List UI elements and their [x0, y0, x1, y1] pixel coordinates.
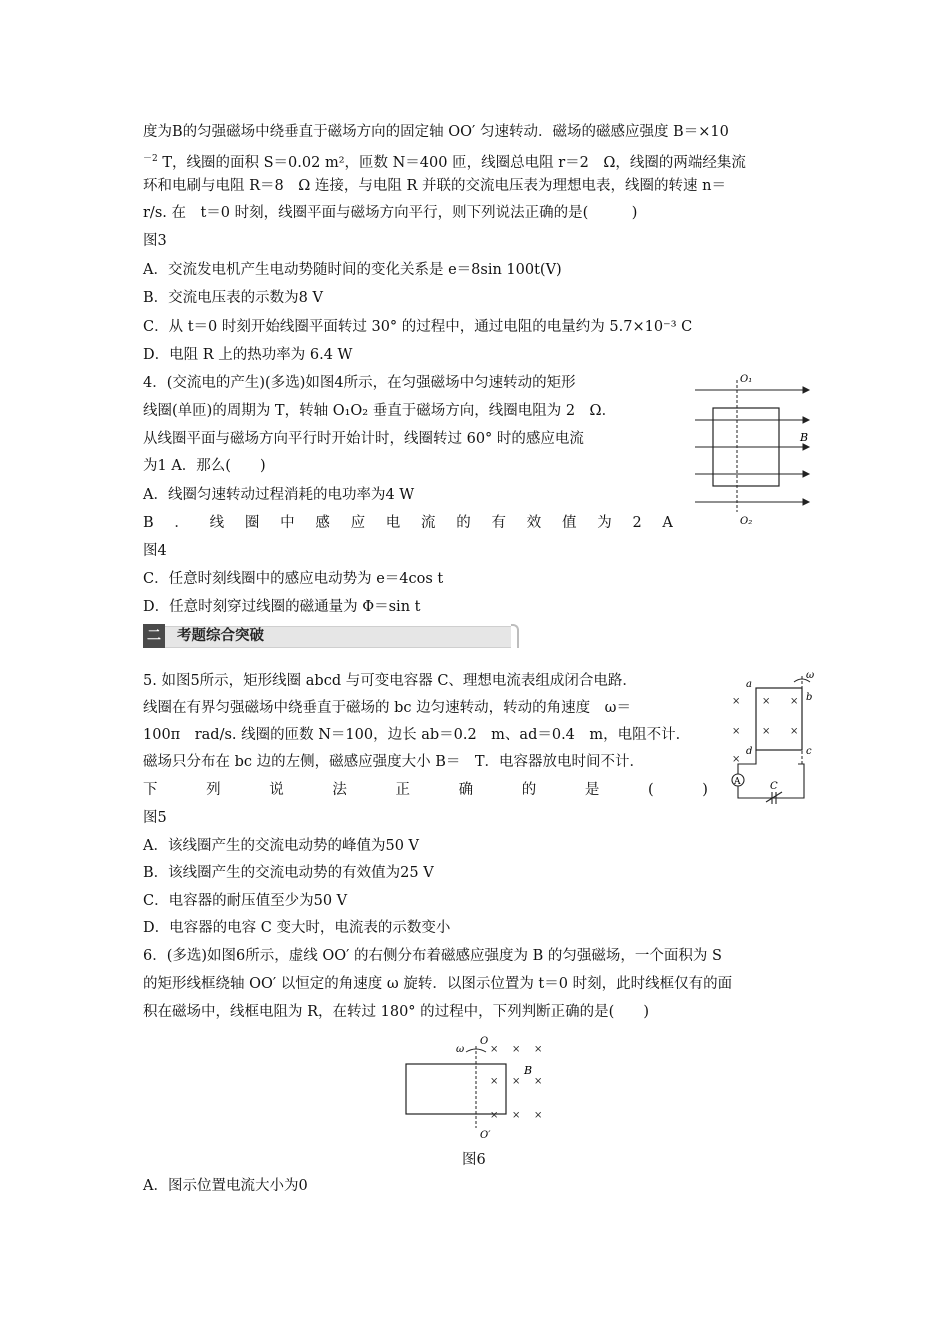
section-number: 二: [143, 624, 165, 648]
q4-option-d: D．任意时刻穿过线圈的磁通量为 Φ＝sin t: [143, 599, 421, 615]
q6-figure-caption: 图6: [462, 1152, 486, 1168]
q4-option-b-char: 电: [385, 515, 401, 531]
q5-line-5-char: 的: [521, 782, 537, 798]
q6-line-2: 的矩形线框绕轴 OO′ 以恒定的角速度 ω 旋转．以图示位置为 t＝0 时刻，此时线框仅有的面: [143, 976, 733, 992]
q4-option-b-char: 感: [315, 515, 330, 531]
q4-line-2: 线圈(单匝)的周期为 T，转轴 O₁O₂ 垂直于磁场方向，线圈电阻为 2 Ω．: [143, 403, 617, 419]
q4-option-b-char: B: [143, 515, 154, 531]
q4-option-b-char: 的: [456, 515, 471, 531]
svg-text:×: ×: [790, 726, 799, 737]
figure-4: [693, 372, 813, 532]
q4-option-a: A．线圈匀速转动过程消耗的电功率为4 W: [143, 487, 415, 503]
q4-option-b-char: 线: [209, 515, 225, 531]
q5-line-5: [143, 780, 708, 800]
fig6-omega-label: ω: [456, 1044, 465, 1055]
q4-option-b-char: 应: [350, 515, 366, 531]
svg-text:×: ×: [732, 754, 741, 765]
fig5-d-label: d: [746, 746, 753, 757]
q5-line-5-char: 列: [206, 782, 221, 798]
q5-option-c: C．电容器的耐压值至少为50 V: [143, 893, 348, 909]
figure-6: [400, 1032, 550, 1140]
q4-line-3: 从线圈平面与磁场方向平行时开始计时，线圈转过 60° 时的感应电流: [143, 431, 584, 447]
fig5-ammeter-label: A: [734, 777, 741, 787]
q3-line-3: 环和电刷与电阻 R＝8 Ω 连接，与电阻 R 并联的交流电压表为理想电表，线圈的转速 n＝: [143, 178, 726, 194]
q5-line-5-char: 是: [584, 782, 600, 798]
section-header: [143, 624, 519, 648]
fig6-o-label: O: [480, 1036, 489, 1047]
q4-figure-label: 图4: [143, 543, 167, 559]
fig5-capacitor-label: C: [770, 781, 778, 792]
q5-line-5-char: 说: [269, 782, 284, 798]
q4-option-b-char: 圈: [244, 515, 260, 531]
fig5-a-label: a: [746, 679, 752, 690]
q5-line-5-char: 确: [458, 782, 474, 798]
svg-text:×: ×: [790, 696, 799, 707]
svg-text:×: ×: [512, 1044, 521, 1055]
q5-line-5-char: 法: [332, 782, 347, 798]
svg-text:×: ×: [512, 1076, 521, 1087]
q4-option-b-char: 流: [421, 515, 436, 531]
q5-line-5-char: 下: [143, 782, 158, 798]
q4-option-b-char: 2: [632, 515, 642, 531]
q5-figure-label: 图5: [143, 810, 167, 826]
svg-text:×: ×: [534, 1110, 543, 1121]
svg-text:×: ×: [762, 696, 771, 707]
q4-option-b-char: A: [662, 515, 673, 531]
svg-text:×: ×: [732, 696, 741, 707]
q5-line-5-char: ): [702, 782, 708, 798]
fig4-o1-label: O₁: [740, 374, 753, 385]
fig6-field-label: B: [524, 1064, 533, 1077]
q4-option-c: C．任意时刻线圈中的感应电动势为 e＝4cos t: [143, 571, 444, 587]
q5-option-b: B．该线圈产生的交流电动势的有效值为25 V: [143, 865, 434, 881]
fig5-omega-label: ω: [806, 670, 815, 681]
q4-option-b-char: ．: [174, 515, 189, 531]
q4-option-b-char: 为: [597, 515, 612, 531]
svg-text:×: ×: [534, 1044, 543, 1055]
fig5-b-label: b: [806, 692, 813, 703]
section-title: 考题综合突破: [177, 628, 264, 644]
q3-line-2: [143, 149, 808, 173]
q5-line-1: 5. 如图5所示，矩形线圈 abcd 与可变电容器 C、理想电流表组成闭合电路．: [143, 673, 637, 689]
svg-text:×: ×: [762, 726, 771, 737]
svg-text:×: ×: [490, 1076, 499, 1087]
figure-5: [722, 668, 822, 804]
q5-line-5-char: (: [648, 782, 654, 798]
q3-line-2-text: T，线圈的面积 S＝0.02 m²，匝数 N＝400 匝，线圈总电阻 r＝2 Ω，线圈的两端经集流: [157, 155, 746, 171]
q4-option-b: [143, 513, 673, 533]
q4-line-1: 4．(交流电的产生)(多选)如图4所示，在匀强磁场中匀速转动的矩形: [143, 375, 576, 391]
svg-text:×: ×: [512, 1110, 521, 1121]
svg-text:×: ×: [534, 1076, 543, 1087]
svg-text:×: ×: [490, 1044, 499, 1055]
q3-option-a: A．交流发电机产生电动势随时间的变化关系是 e＝8sin 100t(V): [143, 262, 562, 278]
q5-option-a: A．该线圈产生的交流电动势的峰值为50 V: [143, 838, 420, 854]
svg-text:×: ×: [490, 1110, 499, 1121]
q3-exponent: －2: [143, 154, 158, 164]
fig4-field-label: B: [800, 431, 809, 444]
q4-option-b-char: 有: [491, 515, 506, 531]
q3-option-b: B．交流电压表的示数为8 V: [143, 290, 323, 306]
fig5-c-label: c: [806, 746, 812, 757]
section-cap: [511, 624, 519, 648]
q6-line-3: 积在磁场中，线框电阻为 R，在转过 180° 的过程中，下列判断正确的是( ): [143, 1004, 649, 1020]
q3-option-c: C．从 t＝0 时刻开始线圈平面转过 30° 的过程中，通过电阻的电量约为 5.7×10⁻³ C: [143, 319, 693, 335]
q5-line-5-char: 正: [395, 782, 410, 798]
q4-option-b-char: 值: [561, 515, 577, 531]
q6-line-1: 6．(多选)如图6所示，虚线 OO′ 的右侧分布着磁感应强度为 B 的匀强磁场，一个面积为 S: [143, 948, 722, 964]
q3-line-1: 度为B的匀强磁场中绕垂直于磁场方向的固定轴 OO′ 匀速转动．磁场的磁感应强度 B＝×10: [143, 124, 729, 140]
q5-option-d: D．电容器的电容 C 变大时，电流表的示数变小: [143, 920, 451, 936]
q4-option-b-char: 效: [526, 515, 542, 531]
q6-option-a: A．图示位置电流大小为0: [143, 1178, 308, 1194]
q3-option-d: D．电阻 R 上的热功率为 6.4 W: [143, 347, 353, 363]
svg-text:×: ×: [732, 726, 741, 737]
q5-line-4: 磁场只分布在 bc 边的左侧，磁感应强度大小 B＝ T．电容器放电时间不计．: [143, 754, 645, 770]
fig4-o2-label: O₂: [740, 516, 753, 527]
fig6-o-prime-label: O′: [480, 1130, 491, 1140]
q5-line-2: 线圈在有界匀强磁场中绕垂直于磁场的 bc 边匀速转动，转动的角速度 ω＝: [143, 700, 631, 716]
q3-line-4: r/s. 在 t＝0 时刻，线圈平面与磁场方向平行，则下列说法正确的是( ): [143, 205, 638, 221]
q3-figure-label: 图3: [143, 233, 167, 249]
q5-line-3: 100π rad/s. 线圈的匝数 N＝100，边长 ab＝0.2 m、ad＝0.4 m，电阻不计．: [143, 727, 691, 743]
q4-option-b-char: 中: [280, 515, 295, 531]
q4-line-4: 为1 A．那么( ): [143, 458, 266, 474]
